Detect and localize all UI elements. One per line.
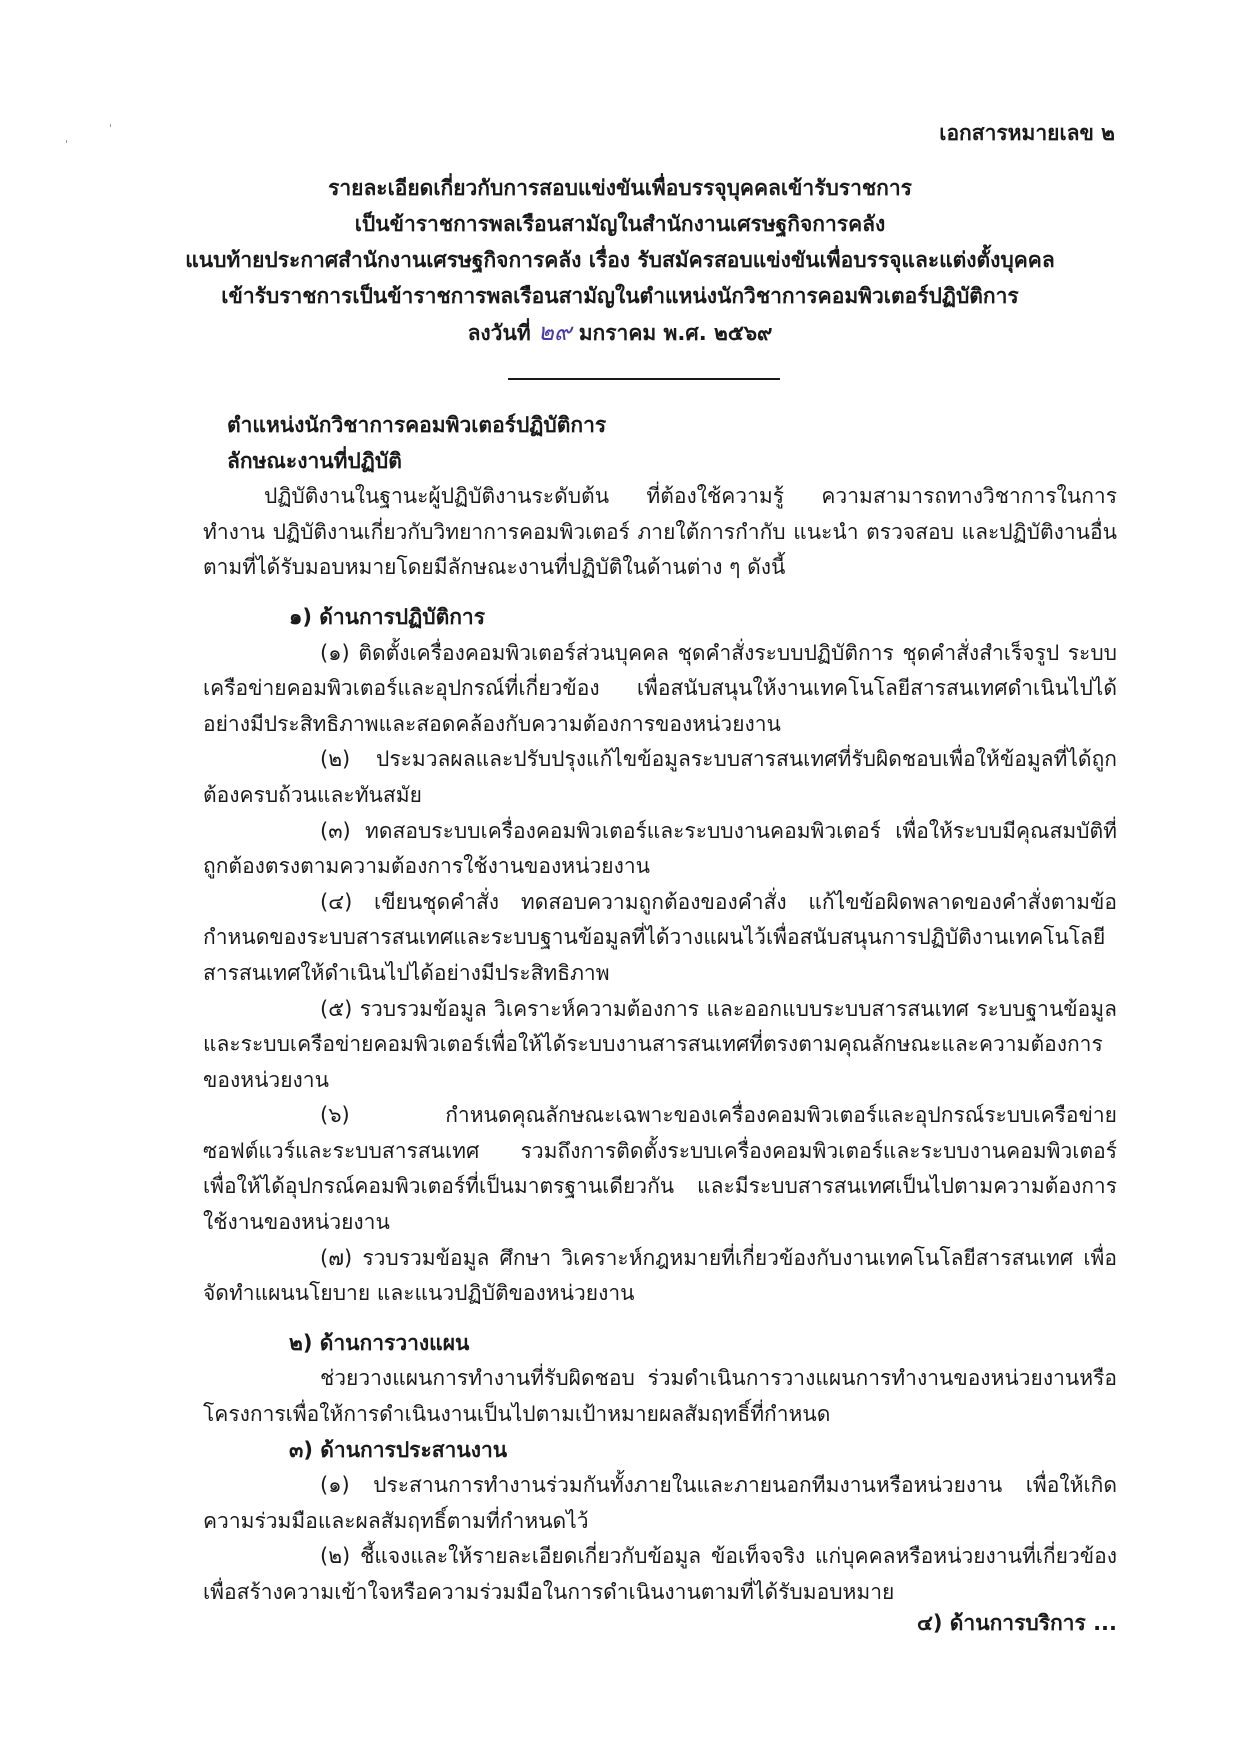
date-day-handwritten: ๒๙	[538, 318, 572, 346]
section-item: (๓) ทดสอบระบบเครื่องคอมพิวเตอร์และระบบงานคอมพิวเตอร์ เพื่อให้ระบบมีคุณสมบัติที่ถูกต้องตรงตามความต้องการใช้งานของหน่วยงาน	[203, 818, 1117, 879]
section-item: (๑) ติดตั้งเครื่องคอมพิวเตอร์ส่วนบุคคล ชุดคำสั่งระบบปฏิบัติการ ชุดคำสั่งสำเร็จรูป ระบบเครือข่ายคอมพิวเตอร์และอุปกรณ์ที่เกี่ยวข้อง เพื่อสนับสนุนให้งานเทคโนโลยีสารสนเทศดำเนินไปได้อย่างมีประสิทธิภาพและสอดคล้องกับความต้องการของหน่วยงาน	[203, 640, 1117, 736]
section-heading: ๑) ด้านการปฏิบัติการ	[289, 604, 485, 629]
title-line: แนบท้ายประกาศสำนักงานเศรษฐกิจการคลัง เรื่อง รับสมัครสอบแข่งขันเพื่อบรรจุและแต่งตั้งบุคคล	[185, 248, 1055, 272]
title-line: เป็นข้าราชการพลเรือนสามัญในสำนักงานเศรษฐกิจการคลัง	[354, 212, 886, 236]
section-item: (๒) ประมวลผลและปรับปรุงแก้ไขข้อมูลระบบสารสนเทศที่รับผิดชอบเพื่อให้ข้อมูลที่ได้ถูกต้องครบถ้วนและทันสมัย	[203, 747, 1117, 807]
date-prefix: ลงวันที่	[467, 321, 531, 345]
document-body	[203, 408, 1117, 1611]
section-heading: ๒) ด้านการวางแผน	[289, 1330, 470, 1355]
document-title	[160, 170, 1080, 351]
section-item: (๑) ประสานการทำงานร่วมกันทั้งภายในและภายนอกทีมงานหรือหน่วยงาน เพื่อให้เกิดความร่วมมือและผลสัมฤทธิ์ตามที่กำหนดไว้	[203, 1473, 1117, 1533]
section-item: (๔) เขียนชุดคำสั่ง ทดสอบความถูกต้องของคำสั่ง แก้ไขข้อผิดพลาดของคำสั่งตามข้อกำหนดของระบบสารสนเทศและระบบฐานข้อมูลที่ได้วางแผนไว้เพื่อสนับสนุนการปฏิบัติงานเทคโนโลยีสารสนเทศให้ดำเนินไปได้อย่างมีประสิทธิภาพ	[203, 889, 1117, 985]
position-heading: ตำแหน่งนักวิชาการคอมพิวเตอร์ปฏิบัติการ	[227, 413, 607, 437]
date-suffix: มกราคม พ.ศ. ๒๕๖๙	[578, 321, 773, 345]
section-heading: ๓) ด้านการประสานงาน	[289, 1437, 508, 1462]
section-item: ช่วยวางแผนการทำงานที่รับผิดชอบ ร่วมดำเนินการวางแผนการทำงานของหน่วยงานหรือโครงการเพื่อให้การดำเนินงานเป็นไปตามเป้าหมายผลสัมฤทธิ์ที่กำหนด	[203, 1366, 1117, 1427]
duties-heading: ลักษณะงานที่ปฏิบัติ	[227, 448, 402, 473]
scan-speck	[66, 140, 67, 143]
scan-speck	[110, 124, 111, 127]
section-item: (๖) กำหนดคุณลักษณะเฉพาะของเครื่องคอมพิวเตอร์และอุปกรณ์ระบบเครือข่าย ซอฟต์แวร์และระบบสารสนเทศ รวมถึงการติดตั้งระบบเครื่องคอมพิวเตอร์และระบบงานคอมพิวเตอร์ เพื่อให้ได้อุปกรณ์คอมพิวเตอร์ที่เป็นมาตรฐานเดียวกัน และมีระบบสารสนเทศเป็นไปตามความต้องการใช้งานของหน่วยงาน	[203, 1103, 1117, 1235]
section-item: (๕) รวบรวมข้อมูล วิเคราะห์ความต้องการ และออกแบบระบบสารสนเทศ ระบบฐานข้อมูลและระบบเครือข่ายคอมพิวเตอร์เพื่อให้ได้ระบบงานสารสนเทศที่ตรงตามคุณลักษณะและความต้องการของหน่วยงาน	[203, 996, 1117, 1092]
document-number: เอกสารหมายเลข ๒	[939, 121, 1115, 145]
continuation-note: ๔) ด้านการบริการ ...	[916, 1611, 1117, 1635]
title-line: รายละเอียดเกี่ยวกับการสอบแข่งขันเพื่อบรรจุบุคคลเข้ารับราชการ	[328, 176, 912, 200]
intro-paragraph: ปฏิบัติงานในฐานะผู้ปฏิบัติงานระดับต้น ที่ต้องใช้ความรู้ ความสามารถทางวิชาการในการทำงาน ปฏิบัติงานเกี่ยวกับวิทยาการคอมพิวเตอร์ ภายใต้การกำกับ แนะนำ ตรวจสอบ และปฏิบัติงานอื่นตามที่ได้รับมอบหมายโดยมีลักษณะงานที่ปฏิบัติในด้านต่าง ๆ ดังนี้	[203, 484, 1117, 580]
title-date-line	[160, 314, 1080, 351]
section-item: (๗) รวบรวมข้อมูล ศึกษา วิเคราะห์กฎหมายที่เกี่ยวข้องกับงานเทคโนโลยีสารสนเทศ เพื่อจัดทำแผนนโยบาย และแนวปฏิบัติของหน่วยงาน	[203, 1245, 1117, 1306]
title-divider	[508, 378, 780, 380]
section-item: (๒) ชี้แจงและให้รายละเอียดเกี่ยวกับข้อมูล ข้อเท็จจริง แก่บุคคลหรือหน่วยงานที่เกี่ยวข้องเพื่อสร้างความเข้าใจหรือความร่วมมือในการดำเนินงานตามที่ได้รับมอบหมาย	[203, 1544, 1117, 1604]
title-line: เข้ารับราชการเป็นข้าราชการพลเรือนสามัญในตำแหน่งนักวิชาการคอมพิวเตอร์ปฏิบัติการ	[221, 284, 1019, 308]
